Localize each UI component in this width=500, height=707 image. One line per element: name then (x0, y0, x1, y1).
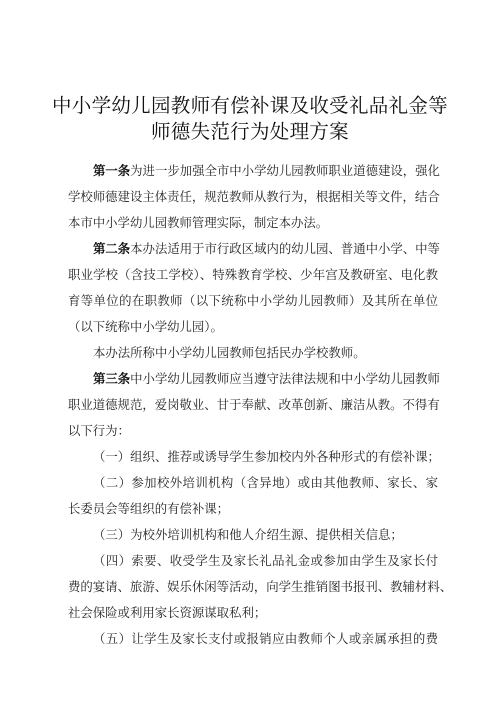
article-3-item-4-line-2: 费的宴请、旅游、娱乐休闲等活动，向学生推销图书报刊、教辅材料、 (68, 579, 453, 594)
document-title-line-2: 师德失范行为处理方案 (150, 120, 349, 143)
article-2-line-2: 职业学校（含技工学校）、特殊教育学校、少年宫及教研室、电化教 (68, 267, 438, 282)
article-1-label: 第一条 (93, 163, 131, 178)
article-3-item-2-line-2: 长委员会等组织的有偿补课； (68, 501, 230, 516)
article-1-line-1 (93, 158, 438, 184)
article-1-text-1: 为进一步加强全市中小学幼儿园教师职业道德建设，强化 (130, 163, 440, 178)
article-3-text-1: 中小学幼儿园教师应当遵守法律法规和中小学幼儿园教师 (130, 371, 440, 386)
article-2-line-1 (93, 236, 438, 262)
article-2-text-1: 本办法适用于市行政区域内的幼儿园、普通中小学、中等 (130, 241, 440, 256)
document-title-line-1: 中小学幼儿园教师有偿补课及收受礼品礼金等 (51, 94, 448, 117)
article-3-item-4-line-3: 社会保险或利用家长资源谋取私利； (68, 605, 267, 620)
article-2-line-4: （以下统称中小学幼儿园）。 (68, 319, 223, 334)
article-3-item-4-line-1: （四）索要、收受学生及家长礼品礼金或参加由学生及家长付 (93, 553, 438, 568)
article-1-line-2: 学校师德建设主体责任，规范教师从教行为，根据相关等文件，结合 (68, 189, 440, 204)
article-2-note: 本办法所称中小学幼儿园教师包括民办学校教师。 (93, 345, 366, 360)
article-3-label: 第三条 (93, 371, 131, 386)
article-3-item-1: （一）组织、推荐或诱导学生参加校内外各种形式的有偿补课； (93, 449, 440, 464)
article-3-line-2: 职业道德规范，爱岗敬业、甘于奉献、改革创新、廉洁从教。不得有 (68, 397, 440, 412)
article-3-line-1 (93, 366, 438, 392)
article-3-line-3: 以下行为： (68, 423, 130, 438)
article-2-line-3: 育等单位的在职教师（以下统称中小学幼儿园教师）及其所在单位 (68, 293, 438, 308)
article-3-item-2-line-1: （二）参加校外培训机构（含异地）或由其他教师、家长、家 (93, 475, 438, 490)
article-1-line-3: 本市中小学幼儿园教师管理实际，制定本办法。 (68, 215, 329, 230)
article-3-item-3: （三）为校外培训机构和他人介绍生源、提供相关信息； (93, 527, 403, 542)
article-2-label: 第二条 (93, 241, 131, 256)
article-3-item-5-line-1: （五）让学生及家长支付或报销应由教师个人或亲属承担的费 (93, 631, 438, 646)
